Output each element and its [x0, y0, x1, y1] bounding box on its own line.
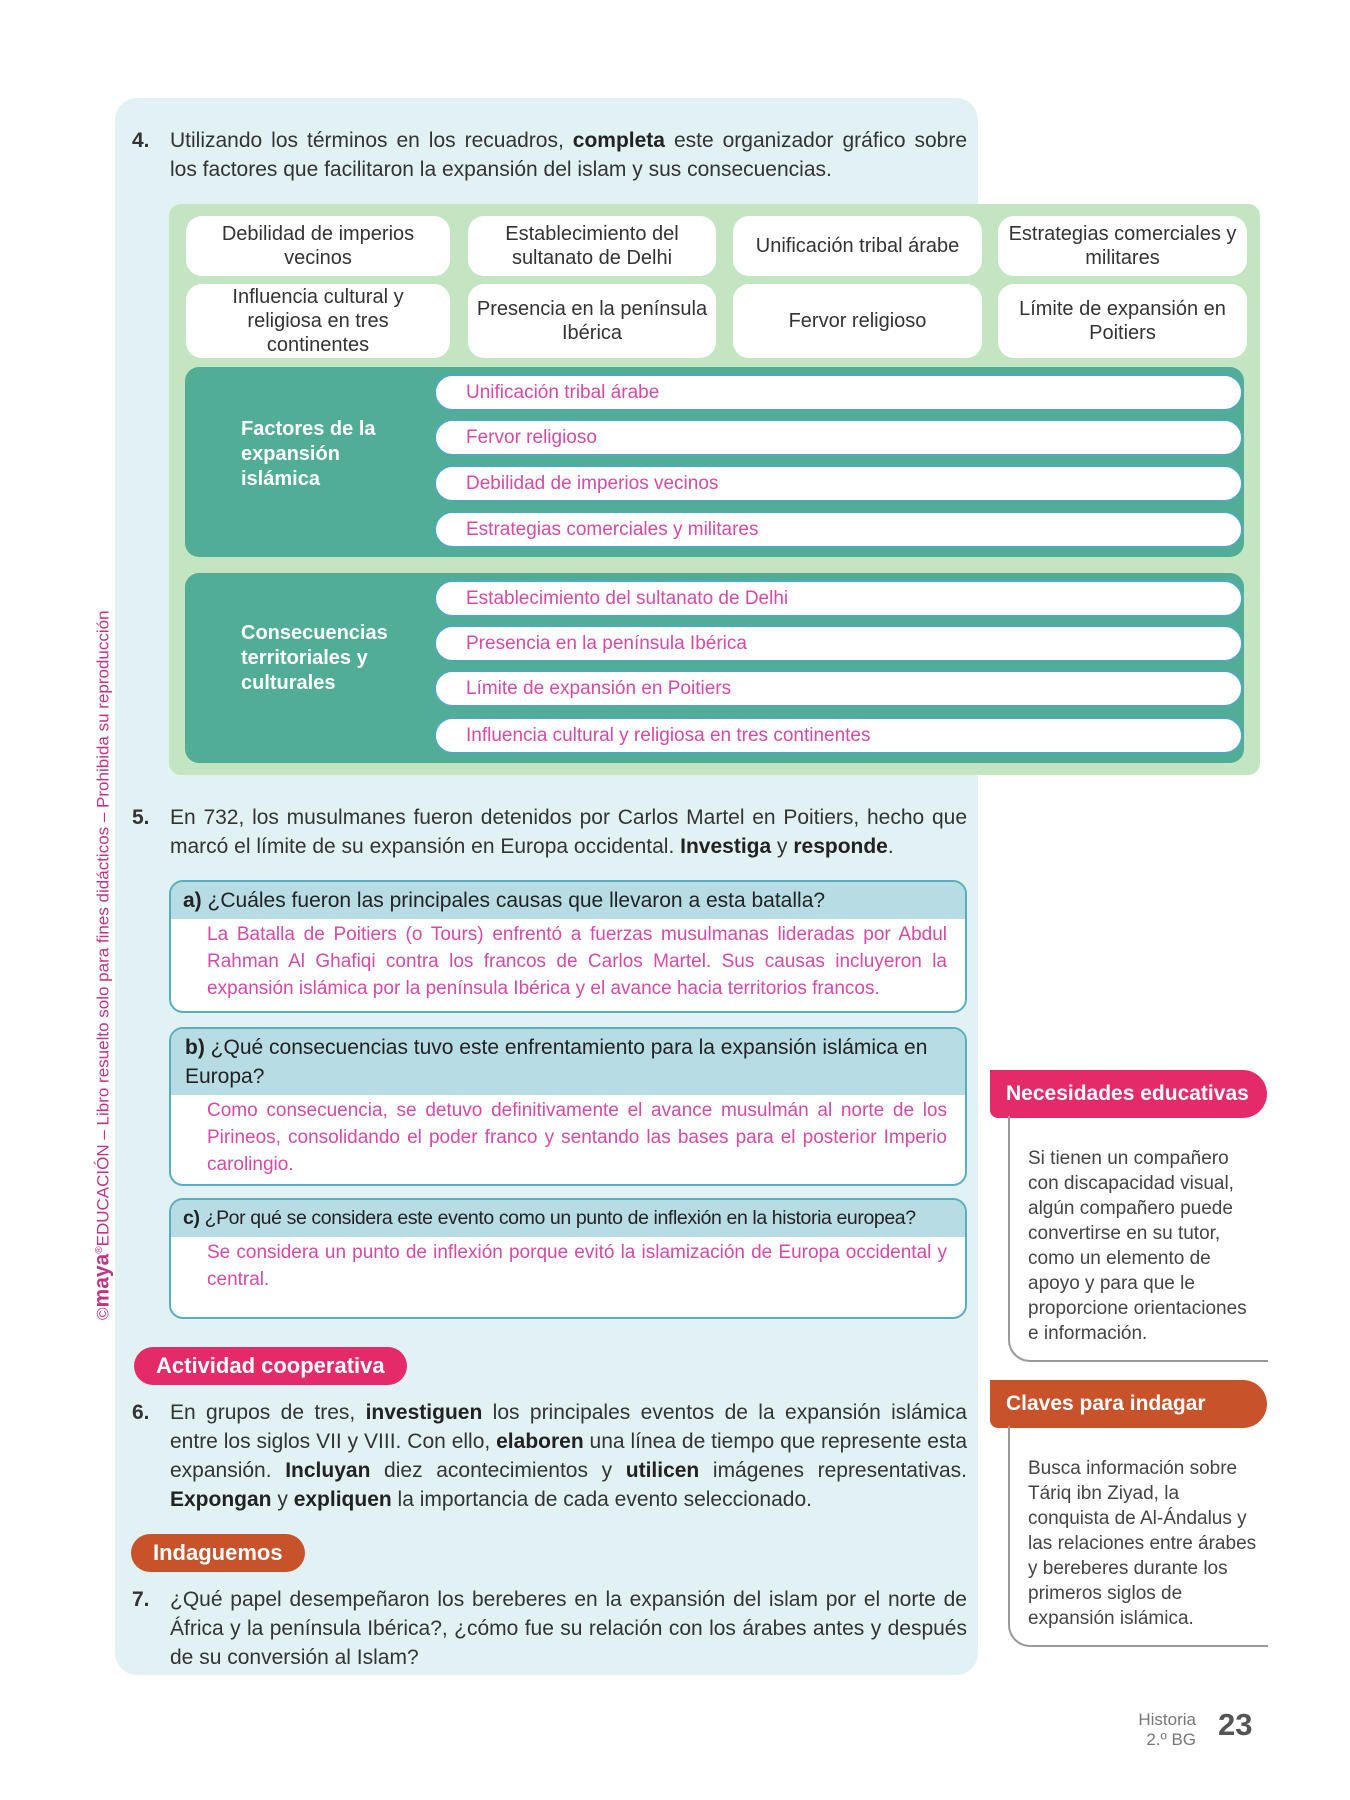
cooperative-activity-label: Actividad cooperativa — [134, 1347, 407, 1385]
question-5c-letter: c) — [183, 1207, 200, 1229]
question-6-keyword: Expongan — [170, 1488, 272, 1511]
question-6-number: 6. — [132, 1401, 150, 1424]
question-6-text: los principales eventos de la expansión islámica entre los siglos VII y VIII. Con ello, — [170, 1401, 967, 1453]
copyright-side-note — [87, 490, 113, 1320]
question-6-text: diez acontecimientos y — [370, 1459, 626, 1482]
question-6-keyword: investiguen — [365, 1401, 483, 1424]
question-4-number: 4. — [132, 129, 150, 152]
question-5-text: . — [887, 835, 894, 858]
question-4-text-end: este organizador gráfico sobre los factores que facilitaron la expansión del islam y sus consecuencias. — [170, 129, 967, 181]
inquiry-keys-title: Claves para indagar — [990, 1380, 1267, 1428]
registered-mark: ® — [94, 1246, 105, 1254]
consequence-answer: Presencia en la península Ibérica — [434, 625, 1243, 662]
term-box: Fervor religioso — [733, 284, 982, 358]
question-5 — [132, 803, 967, 861]
educational-needs-text: Si tienen un compañero con discapacidad visual, algún compañero puede convertirse en su tutor, como un elemento de apoyo y para que le proporcione orientaciones e información. — [1008, 1132, 1268, 1362]
term-box: Presencia en la península Ibérica — [468, 284, 716, 358]
question-5b-card — [169, 1027, 967, 1186]
question-5a-card — [169, 880, 967, 1013]
question-6-text: En grupos de tres, — [170, 1401, 366, 1424]
question-5c-heading — [171, 1200, 965, 1237]
question-6-text: y — [271, 1488, 294, 1511]
question-6 — [132, 1398, 968, 1514]
consequence-answer: Establecimiento del sultanato de Delhi — [434, 580, 1243, 617]
question-7-number: 7. — [132, 1588, 150, 1611]
copyright-symbol: © — [93, 1307, 113, 1320]
question-4 — [132, 126, 967, 184]
question-6-keyword: expliquen — [293, 1488, 392, 1511]
question-5a-answer: La Batalla de Poitiers (o Tours) enfrentó a fuerzas musulmanas lideradas por Abdul Rahman Al Ghafiqi contra los francos de Carlos Martel. Sus causas incluyeron la expansión islámica por la península Ibérica y el avance hacia territorios francos. — [207, 924, 947, 999]
question-6-text: imágenes representativas. — [699, 1459, 968, 1482]
question-5a-letter: a) — [183, 889, 202, 912]
question-4-text: Utilizando los términos en los recuadros, — [170, 129, 573, 152]
educational-needs-title: Necesidades educativas — [990, 1070, 1267, 1118]
question-6-text: una línea de tiempo que represente esta expansión. — [170, 1430, 967, 1482]
question-5b-text: ¿Qué consecuencias tuvo este enfrentamiento para la expansión islámica en Europa? — [185, 1036, 928, 1088]
question-6-text: la importancia de cada evento seleccionado. — [391, 1488, 812, 1511]
question-5c-text: ¿Por qué se considera este evento como un punto de inflexión en la historia europea? — [199, 1207, 916, 1229]
term-box: Influencia cultural y religiosa en tres continentes — [186, 284, 450, 358]
question-5a-text: ¿Cuáles fueron las principales causas que llevaron a esta batalla? — [201, 889, 826, 912]
footer-subject — [1100, 1710, 1196, 1750]
question-7 — [132, 1585, 967, 1672]
side-note-text: EDUCACIÓN – Libro resuelto solo para fines didácticos – Prohibida su reproducción — [93, 610, 113, 1247]
consequence-answer: Influencia cultural y religiosa en tres continentes — [434, 717, 1243, 754]
term-box: Límite de expansión en Poitiers — [998, 284, 1247, 358]
question-6-keyword: utilicen — [625, 1459, 700, 1482]
footer-grade: 2.º BG — [1146, 1730, 1196, 1749]
consequences-title: Consecuencias territoriales y culturales — [241, 622, 388, 694]
consequence-answer: Límite de expansión en Poitiers — [434, 670, 1243, 707]
term-box: Debilidad de imperios vecinos — [186, 216, 450, 276]
term-box: Establecimiento del sultanato de Delhi — [468, 216, 716, 276]
question-6-keyword: Incluyan — [285, 1459, 371, 1482]
question-7-text: ¿Qué papel desempeñaron los bereberes en la expansión del islam por el norte de África y la península Ibérica?, ¿cómo fue su relación con los árabes antes y después de su conversión al Islam? — [170, 1588, 967, 1669]
term-box: Estrategias comerciales y militares — [998, 216, 1247, 276]
question-5-number: 5. — [132, 806, 150, 829]
question-5c-card — [169, 1198, 967, 1319]
question-5b-letter: b) — [185, 1036, 205, 1059]
factor-answer: Estrategias comerciales y militares — [434, 511, 1243, 548]
question-5a-heading — [171, 882, 965, 919]
question-4-keyword: completa — [572, 129, 665, 152]
factor-answer: Unificación tribal árabe — [434, 374, 1243, 411]
factors-title: Factores de la expansión islámica — [241, 418, 376, 490]
brand-name: maya — [90, 1253, 114, 1308]
question-5-text: En 732, los musulmanes fueron detenidos por Carlos Martel en Poitiers, hecho que marcó el límite de su expansión en Europa occidental. — [170, 806, 967, 858]
factor-answer: Fervor religioso — [434, 419, 1243, 456]
factor-answer: Debilidad de imperios vecinos — [434, 465, 1243, 502]
question-5c-answer: Se considera un punto de inflexión porque evitó la islamización de Europa occidental y central. — [207, 1242, 947, 1290]
question-5-keyword: responde — [793, 835, 888, 858]
inquiry-keys-text: Busca información sobre Táriq ibn Ziyad, la conquista de Al-Ándalus y las relaciones entre árabes y bereberes durante los primeros siglos de expansión islámica. — [1008, 1442, 1268, 1647]
question-5-keyword: Investiga — [680, 835, 772, 858]
inquiry-label: Indaguemos — [131, 1534, 305, 1572]
question-5-text: y — [771, 835, 794, 858]
question-5b-heading — [171, 1029, 965, 1095]
question-6-keyword: elaboren — [496, 1430, 584, 1453]
page-number: 23 — [1218, 1707, 1253, 1742]
footer-subject-name: Historia — [1138, 1710, 1196, 1729]
term-box: Unificación tribal árabe — [733, 216, 982, 276]
question-5b-answer: Como consecuencia, se detuvo definitivamente el avance musulmán al norte de los Pirineos, consolidando el poder franco y sentando las bases para el posterior Imperio carolingio. — [207, 1100, 947, 1175]
